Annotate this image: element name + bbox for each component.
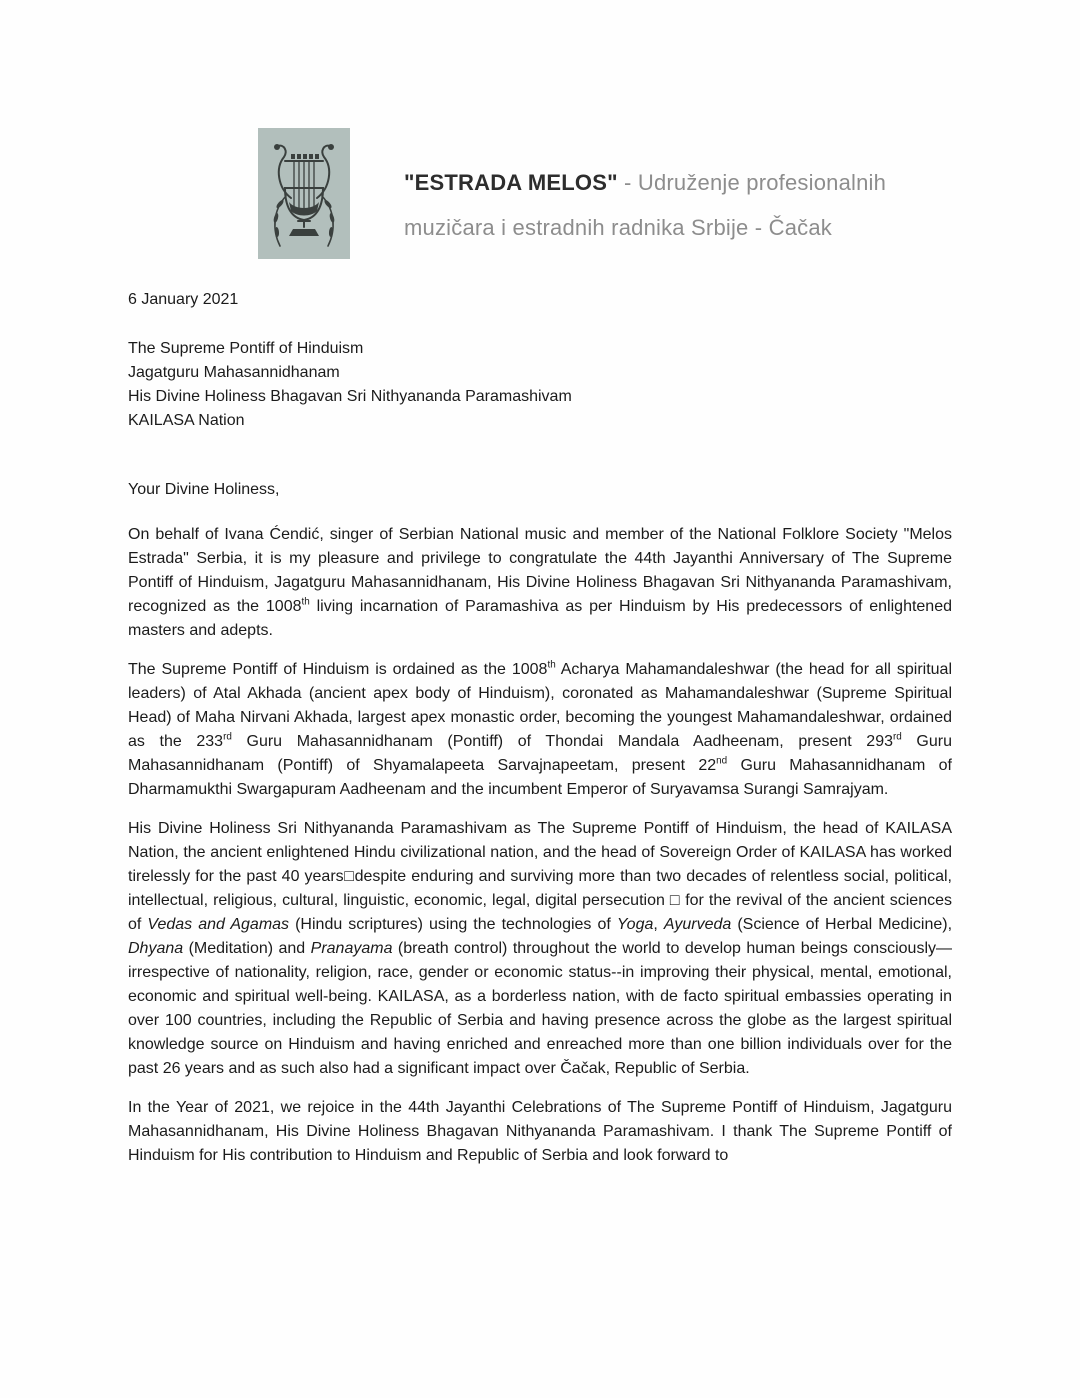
letter-date: 6 January 2021: [128, 291, 239, 308]
paragraph-3: His Divine Holiness Sri Nithyananda Paramashivam as The Supreme Pontiff of Hinduism, the head of KAILASA Nation, the ancient enlightened Hindu civilizational nation, and the head of Sovereign Order of KAILASA has worked tirelessly for the past 40 years□despite enduring and surviving more than two decades of relentless social, political, intellectual, religious, cultural, linguistic, economic, legal, digital persecution □ for the revival of the ancient sciences of Vedas and Agamas (Hindu scriptures) using the technologies of Yoga, Ayurveda (Science of Herbal Medicine), Dhyana (Meditation) and Pranayama (breath control) throughout the world to develop human beings consciously—irrespective of nationality, religion, race, gender or economic status--in improving their physical, mental, emotional, economic and spiritual well-being. KAILASA, as a borderless nation, with de facto spiritual embassies operating in over 100 countries, including the Republic of Serbia and having presence across the globe as the largest spiritual knowledge source on Hinduism and having enriched and enreached more than one billion individuals over for the past 26 years and as such also had a significant impact over Čačak, Republic of Serbia.: [128, 820, 953, 1077]
org-subtitle-start: - Udruženje profesionalnih: [617, 170, 887, 195]
recipient-block: [128, 337, 952, 433]
letterhead: [258, 128, 886, 259]
lyre-icon: [258, 128, 350, 259]
paragraph-4: In the Year of 2021, we rejoice in the 44th Jayanthi Celebrations of The Supreme Pontiff of Hinduism, Jagatguru Mahasannidhanam, His Divine Holiness Bhagavan Nithyananda Paramashivam. I thank The Supreme Pontiff of Hinduism for His contribution to Hinduism and Republic of Serbia and look forward to: [128, 1099, 952, 1164]
org-logo: [258, 128, 350, 259]
recipient-line-3: His Divine Holiness Bhagavan Sri Nithyananda Paramashivam: [128, 388, 572, 405]
letter-body: [128, 288, 952, 1168]
paragraph-1: On behalf of Ivana Ćendić, singer of Serbian National music and member of the National Folklore Society "Melos Estrada" Serbia, it is my pleasure and privilege to congratulate the 44th Jayanthi Anniversary of The Supreme Pontiff of Hinduism, Jagatguru Mahasannidhanam, His Divine Holiness Bhagavan Sri Nithyananda Paramashivam, recognized as the 1008th living incarnation of Paramashiva as per Hinduism by His predecessors of enlightened masters and adepts.: [128, 526, 953, 639]
recipient-line-2: Jagatguru Mahasannidhanam: [128, 364, 340, 381]
paragraph-2: The Supreme Pontiff of Hinduism is ordained as the 1008th Acharya Mahamandaleshwar (the head for all spiritual leaders) of Atal Akhada (ancient apex body of Hinduism), coronated as Mahamandaleshwar (Supreme Spiritual Head) of Maha Nirvani Akhada, largest apex monastic order, becoming the youngest Mahamandaleshwar, ordained as the 233rd Guru Mahasannidhanam (Pontiff) of Thondai Mandala Aadheenam, present 293rd Guru Mahasannidhanam (Pontiff) of Shyamalapeeta Sarvajnapeetam, present 22nd Guru Mahasannidhanam of Dharmamukthi Swargapuram Aadheenam and the incumbent Emperor of Suryavamsa Surangi Samrajyam.: [128, 659, 953, 798]
salutation: Your Divine Holiness,: [128, 481, 280, 498]
org-title: "ESTRADA MELOS": [404, 170, 618, 195]
org-name-block: [404, 128, 886, 250]
org-subtitle-end: muzičara i estradnih radnika Srbije - Čačak: [404, 215, 832, 240]
recipient-line-1: The Supreme Pontiff of Hinduism: [128, 340, 364, 357]
org-name-line1: [404, 160, 886, 205]
recipient-line-4: KAILASA Nation: [128, 412, 245, 429]
